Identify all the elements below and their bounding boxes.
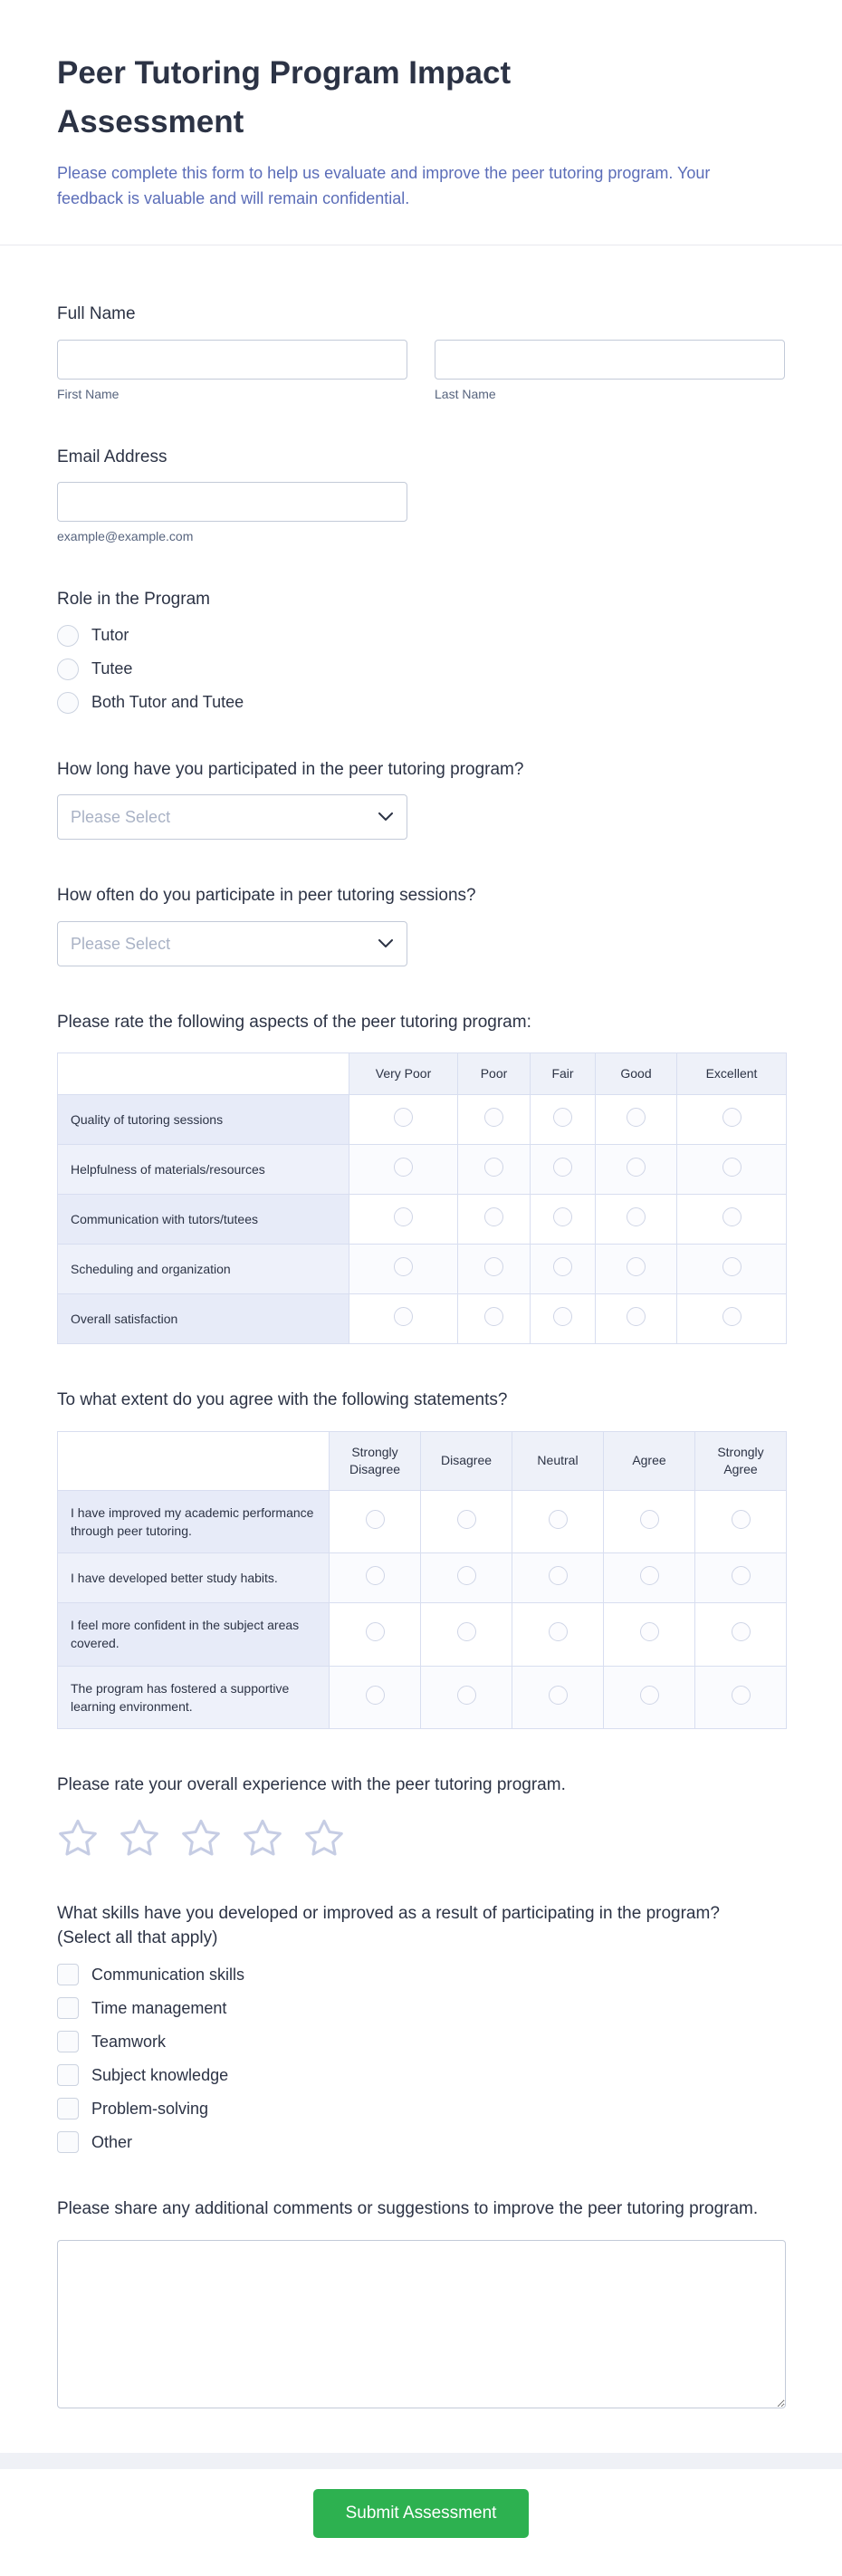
frequency-label: How often do you participate in peer tutoring sessions? <box>57 886 476 906</box>
matrix-cell <box>531 1294 596 1344</box>
rating-matrix-table <box>57 1053 787 1344</box>
duration-select[interactable] <box>57 794 407 840</box>
matrix-column-header: Excellent <box>677 1053 787 1095</box>
question-comments <box>57 2196 785 2413</box>
star-rating <box>57 1818 785 1858</box>
email-label: Email Address <box>57 447 167 466</box>
matrix-radio[interactable] <box>366 1686 385 1705</box>
matrix-cell <box>695 1666 787 1729</box>
matrix-radio[interactable] <box>457 1686 476 1705</box>
matrix-cell <box>349 1095 458 1145</box>
matrix-corner-cell <box>58 1053 349 1095</box>
matrix-column-header: Strongly Disagree <box>330 1431 421 1490</box>
skill-option-problem-solving[interactable] <box>57 2098 785 2119</box>
question-full-name <box>57 302 785 401</box>
matrix-column-header: Disagree <box>421 1431 512 1490</box>
matrix-radio[interactable] <box>394 1307 413 1326</box>
first-name-col <box>57 340 407 401</box>
matrix-radio[interactable] <box>732 1566 751 1585</box>
matrix-radio[interactable] <box>549 1510 568 1529</box>
matrix-radio[interactable] <box>457 1622 476 1641</box>
form-subtitle: Please complete this form to help us evaluate and improve the peer tutoring program. Your feedback is valuable and will remain confidential. <box>57 163 711 208</box>
skill-option-time-management[interactable] <box>57 1997 785 2019</box>
matrix-cell <box>330 1553 421 1603</box>
matrix-row <box>58 1245 787 1294</box>
matrix-cell <box>604 1603 695 1667</box>
matrix-radio[interactable] <box>553 1257 572 1276</box>
matrix-radio[interactable] <box>640 1686 659 1705</box>
matrix-header-row <box>58 1431 787 1490</box>
matrix-cell <box>596 1195 677 1245</box>
matrix-header-row <box>58 1053 787 1095</box>
matrix-cell <box>458 1145 531 1195</box>
page-background-gap <box>0 2453 842 2469</box>
question-role <box>57 587 785 714</box>
matrix-row-label: Overall satisfaction <box>58 1294 349 1344</box>
matrix-cell <box>421 1666 512 1729</box>
matrix-row <box>58 1145 787 1195</box>
matrix-radio[interactable] <box>627 1307 646 1326</box>
matrix-cell <box>458 1245 531 1294</box>
matrix-radio[interactable] <box>549 1686 568 1705</box>
matrix-radio[interactable] <box>732 1686 751 1705</box>
matrix-row-label: I have improved my academic performance through peer tutoring. <box>58 1490 330 1553</box>
matrix-radio[interactable] <box>553 1307 572 1326</box>
matrix-cell <box>677 1294 787 1344</box>
role-option-both[interactable] <box>57 692 785 714</box>
matrix-radio[interactable] <box>394 1158 413 1177</box>
matrix-row <box>58 1490 787 1553</box>
checkbox-label: Other <box>91 2132 133 2151</box>
matrix-radio[interactable] <box>394 1207 413 1226</box>
matrix-row-label: Scheduling and organization <box>58 1245 349 1294</box>
matrix-radio[interactable] <box>484 1257 503 1276</box>
matrix-radio[interactable] <box>553 1108 572 1127</box>
skill-option-subject-knowledge[interactable] <box>57 2064 785 2086</box>
radio-button[interactable] <box>57 625 79 647</box>
matrix-cell <box>531 1245 596 1294</box>
form-body <box>0 245 842 2452</box>
matrix-radio[interactable] <box>484 1307 503 1326</box>
matrix-cell <box>695 1603 787 1667</box>
comments-textarea[interactable] <box>57 2240 786 2408</box>
star-icon[interactable] <box>242 1818 283 1858</box>
matrix-row <box>58 1603 787 1667</box>
matrix-cell <box>458 1294 531 1344</box>
form-header <box>0 0 842 245</box>
last-name-sublabel: Last Name <box>435 386 496 401</box>
matrix-radio[interactable] <box>484 1108 503 1127</box>
skill-option-communication[interactable] <box>57 1964 785 1985</box>
matrix-radio[interactable] <box>722 1257 742 1276</box>
question-skills <box>57 1901 785 2153</box>
radio-label: Tutee <box>91 659 133 678</box>
matrix-radio[interactable] <box>732 1510 751 1529</box>
matrix-column-header: Very Poor <box>349 1053 458 1095</box>
frequency-select-wrap <box>57 921 407 966</box>
matrix-column-header: Neutral <box>512 1431 604 1490</box>
matrix-radio[interactable] <box>549 1566 568 1585</box>
matrix-radio[interactable] <box>394 1257 413 1276</box>
matrix-cell <box>677 1145 787 1195</box>
matrix-cell <box>695 1553 787 1603</box>
checkbox[interactable] <box>57 2131 79 2153</box>
matrix-radio[interactable] <box>640 1510 659 1529</box>
radio-button[interactable] <box>57 658 79 680</box>
rating-matrix-label: Please rate the following aspects of the peer tutoring program: <box>57 1012 531 1032</box>
matrix-radio[interactable] <box>484 1158 503 1177</box>
matrix-cell <box>596 1294 677 1344</box>
matrix-row <box>58 1666 787 1729</box>
matrix-radio[interactable] <box>627 1257 646 1276</box>
matrix-radio[interactable] <box>457 1566 476 1585</box>
matrix-radio[interactable] <box>627 1207 646 1226</box>
full-name-inputs <box>57 340 785 401</box>
question-duration <box>57 757 785 841</box>
agreement-matrix-table <box>57 1431 787 1730</box>
checkbox[interactable] <box>57 2064 79 2086</box>
star-rating-label: Please rate your overall experience with the peer tutoring program. <box>57 1775 566 1795</box>
star-icon[interactable] <box>119 1818 160 1858</box>
matrix-cell <box>604 1490 695 1553</box>
matrix-row <box>58 1553 787 1603</box>
matrix-radio[interactable] <box>394 1108 413 1127</box>
matrix-row-label: Quality of tutoring sessions <box>58 1095 349 1145</box>
matrix-cell <box>421 1490 512 1553</box>
matrix-radio[interactable] <box>549 1622 568 1641</box>
duration-label: How long have you participated in the peer tutoring program? <box>57 759 524 779</box>
radio-label: Both Tutor and Tutee <box>91 693 244 712</box>
matrix-radio[interactable] <box>732 1622 751 1641</box>
role-option-tutor[interactable] <box>57 625 785 647</box>
matrix-row <box>58 1294 787 1344</box>
star-icon[interactable] <box>57 1818 99 1858</box>
matrix-cell <box>695 1490 787 1553</box>
matrix-cell <box>349 1245 458 1294</box>
matrix-column-header: Poor <box>458 1053 531 1095</box>
agreement-matrix-label: To what extent do you agree with the following statements? <box>57 1390 508 1410</box>
checkbox-label: Problem-solving <box>91 2099 209 2118</box>
matrix-column-header: Strongly Agree <box>695 1431 787 1490</box>
last-name-col <box>435 340 785 401</box>
question-star-rating <box>57 1773 785 1858</box>
matrix-radio[interactable] <box>627 1108 646 1127</box>
matrix-radio[interactable] <box>553 1207 572 1226</box>
first-name-input[interactable] <box>57 340 407 380</box>
matrix-radio[interactable] <box>627 1158 646 1177</box>
skill-option-other[interactable] <box>57 2131 785 2153</box>
matrix-cell <box>604 1666 695 1729</box>
matrix-cell <box>677 1245 787 1294</box>
matrix-cell <box>531 1195 596 1245</box>
matrix-cell <box>421 1603 512 1667</box>
matrix-radio[interactable] <box>722 1207 742 1226</box>
matrix-cell <box>421 1553 512 1603</box>
matrix-column-header: Agree <box>604 1431 695 1490</box>
first-name-sublabel: First Name <box>57 386 120 401</box>
matrix-cell <box>349 1145 458 1195</box>
star-icon[interactable] <box>180 1818 222 1858</box>
checkbox-label: Teamwork <box>91 2032 167 2051</box>
role-label: Role in the Program <box>57 590 210 610</box>
email-input[interactable] <box>57 482 407 522</box>
matrix-cell <box>512 1553 604 1603</box>
matrix-cell <box>330 1666 421 1729</box>
matrix-radio[interactable] <box>640 1622 659 1641</box>
radio-label: Tutor <box>91 626 129 645</box>
matrix-row <box>58 1095 787 1145</box>
checkbox[interactable] <box>57 1964 79 1985</box>
matrix-radio[interactable] <box>366 1622 385 1641</box>
matrix-radio[interactable] <box>366 1566 385 1585</box>
matrix-cell <box>677 1095 787 1145</box>
frequency-select[interactable] <box>57 921 407 966</box>
matrix-cell <box>458 1195 531 1245</box>
skill-option-teamwork[interactable] <box>57 2031 785 2052</box>
full-name-label: Full Name <box>57 304 136 324</box>
matrix-row-label: Helpfulness of materials/resources <box>58 1145 349 1195</box>
matrix-cell <box>512 1666 604 1729</box>
matrix-cell <box>596 1095 677 1145</box>
matrix-cell <box>596 1245 677 1294</box>
duration-select-wrap <box>57 794 407 840</box>
matrix-row-label: Communication with tutors/tutees <box>58 1195 349 1245</box>
matrix-radio[interactable] <box>640 1566 659 1585</box>
matrix-cell <box>531 1145 596 1195</box>
radio-button[interactable] <box>57 692 79 714</box>
question-agreement-matrix <box>57 1388 785 1729</box>
matrix-radio[interactable] <box>722 1108 742 1127</box>
form-footer <box>0 2469 842 2576</box>
comments-label: Please share any additional comments or suggestions to improve the peer tutoring program. <box>57 2199 759 2219</box>
question-email <box>57 445 785 544</box>
checkbox[interactable] <box>57 2031 79 2052</box>
email-sublabel: example@example.com <box>57 529 194 544</box>
matrix-radio[interactable] <box>553 1158 572 1177</box>
question-frequency <box>57 883 785 966</box>
last-name-input[interactable] <box>435 340 785 380</box>
matrix-cell <box>596 1145 677 1195</box>
matrix-cell <box>349 1195 458 1245</box>
checkbox[interactable] <box>57 1997 79 2019</box>
matrix-radio[interactable] <box>722 1307 742 1326</box>
matrix-cell <box>512 1603 604 1667</box>
question-rating-matrix <box>57 1010 785 1344</box>
matrix-cell <box>512 1490 604 1553</box>
matrix-cell <box>604 1553 695 1603</box>
checkbox-label: Time management <box>91 1998 227 2017</box>
matrix-row <box>58 1195 787 1245</box>
matrix-row-label: The program has fostered a supportive learning environment. <box>58 1666 330 1729</box>
matrix-cell <box>677 1195 787 1245</box>
checkbox-label: Communication skills <box>91 1965 245 1984</box>
matrix-corner-cell <box>58 1431 330 1490</box>
matrix-radio[interactable] <box>484 1207 503 1226</box>
star-icon[interactable] <box>303 1818 345 1858</box>
matrix-row-label: I feel more confident in the subject areas covered. <box>58 1603 330 1667</box>
matrix-radio[interactable] <box>722 1158 742 1177</box>
matrix-row-label: I have developed better study habits. <box>58 1553 330 1603</box>
matrix-column-header: Good <box>596 1053 677 1095</box>
role-option-tutee[interactable] <box>57 658 785 680</box>
form-title: Peer Tutoring Program Impact Assessment <box>57 55 512 140</box>
skills-label: What skills have you developed or improved as a result of participating in the program? (Select all that apply) <box>57 1903 720 1948</box>
matrix-cell <box>330 1490 421 1553</box>
matrix-cell <box>531 1095 596 1145</box>
checkbox[interactable] <box>57 2098 79 2119</box>
submit-button[interactable]: Submit Assessment <box>313 2489 530 2538</box>
matrix-column-header: Fair <box>531 1053 596 1095</box>
matrix-radio[interactable] <box>457 1510 476 1529</box>
matrix-cell <box>458 1095 531 1145</box>
matrix-radio[interactable] <box>366 1510 385 1529</box>
matrix-cell <box>330 1603 421 1667</box>
matrix-cell <box>349 1294 458 1344</box>
checkbox-label: Subject knowledge <box>91 2065 229 2084</box>
